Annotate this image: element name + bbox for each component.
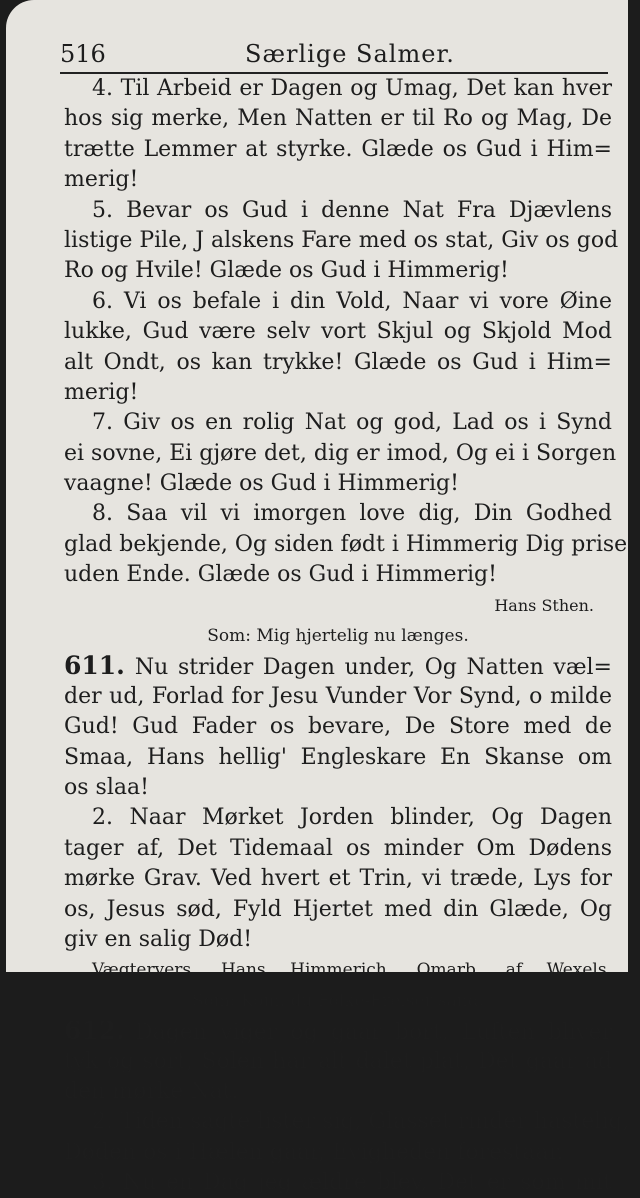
text-line: hos sig merke, Men Natten er til Ro og Mag, De [64, 106, 612, 132]
text-line: 5. Bevar os Gud i denne Nat Fra Djævlens [92, 197, 612, 223]
author-credit: Vægtervers. Hans Himmerich. Omarb. af Wexels. [92, 960, 612, 981]
text-line: Ro og Hvile! Glæde os Gud i Himmerig! [64, 258, 509, 284]
text-line: vaagne! Glæde os Gud i Himmerig! [64, 471, 459, 497]
text-line: 6. Vi os befale i din Vold, Naar vi vore Øine [92, 288, 612, 314]
text-line: Smaa, Hans hellig' Engleskare En Skanse om [64, 744, 612, 770]
text-line: merig! [64, 167, 139, 193]
text-line: listige Pile, J alskens Fare med os stat, Giv os god [64, 227, 619, 253]
text-line: 2. Naar Mørket Jorden blinder, Og Dagen [92, 805, 612, 831]
text-line: 7. Giv os en rolig Nat og god, Lad os i Synd [92, 410, 612, 436]
running-title: Særlige Salmer. [245, 40, 455, 68]
text-line: glad bekjende, Og siden født i Himmerig Dig prise [64, 531, 628, 557]
text-line: mørke Grav. Ved hvert et Trin, vi træde, Lys for [64, 866, 612, 892]
page-number: 516 [60, 40, 106, 68]
hymn-number: 612. [64, 1016, 125, 1046]
text-line: 2. Tiden sagte lister sig, Glasset rinder hastelig, [92, 1109, 630, 1135]
text-line: ei sovne, Ei gjøre det, dig er imod, Og ei i Sorgen [64, 440, 617, 466]
text-line: den mørke Nat. [64, 1078, 239, 1104]
text-line: Døden os i Hælen gaar, Evigheden forestaar. [64, 1139, 564, 1165]
text-line: giv en salig Død! [64, 926, 253, 952]
text-line: 4. Til Arbeid er Dagen og Umag, Det kan hver [92, 76, 612, 101]
hymn-number: 611. [64, 651, 125, 681]
page-body [64, 74, 630, 1198]
hymn-first-line: 611. Nu strider Dagen under, Og Natten væl= [64, 651, 612, 681]
book-page [6, 0, 630, 1196]
text-line: merig! [64, 379, 139, 405]
text-line: trætte Lemmer at styrke. Glæde os Gud i Him= [64, 136, 612, 162]
melody-note: Som: Mig hjertelig nu længes. [207, 626, 469, 647]
text-line: 8. Saa vil vi imorgen love dig, Din Godhed [92, 501, 612, 527]
text-line: 3. Nu en Dag jeg ældre blev, Det er som mit [92, 1170, 612, 1196]
text-line: tager af, Det Tidemaal os minder Om Dødens [64, 835, 612, 861]
text-line: lukke, Gud være selv vort Skjul og Skjold Mod [64, 319, 612, 345]
text-line: uden Ende. Glæde os Gud i Himmerig! [64, 562, 497, 588]
text-line: tyk og sort, Solen har alt dalet plat, Det gaar ad [64, 1048, 612, 1074]
text-line: alt Ondt, os kan trykke! Glæde os Gud i Him= [64, 349, 612, 375]
text-line: os, Jesus sød, Fyld Hjertet med din Glæde, Og [64, 896, 612, 922]
text-line: der ud, Forlad for Jesu Vunder Vor Synd, o milde [64, 683, 612, 709]
melody-note: Som: Kom, du Folke-Frelser sand. [191, 990, 485, 1011]
page-header [60, 36, 610, 70]
author-credit: Hans Sthen. [494, 595, 594, 615]
text-line: os slaa! [64, 774, 149, 800]
hymn-first-line: 612. Dagen viger og gaar bort, Luften bliver [64, 1016, 612, 1046]
text-line: Gud! Gud Fader os bevare, De Store med de [64, 714, 612, 740]
